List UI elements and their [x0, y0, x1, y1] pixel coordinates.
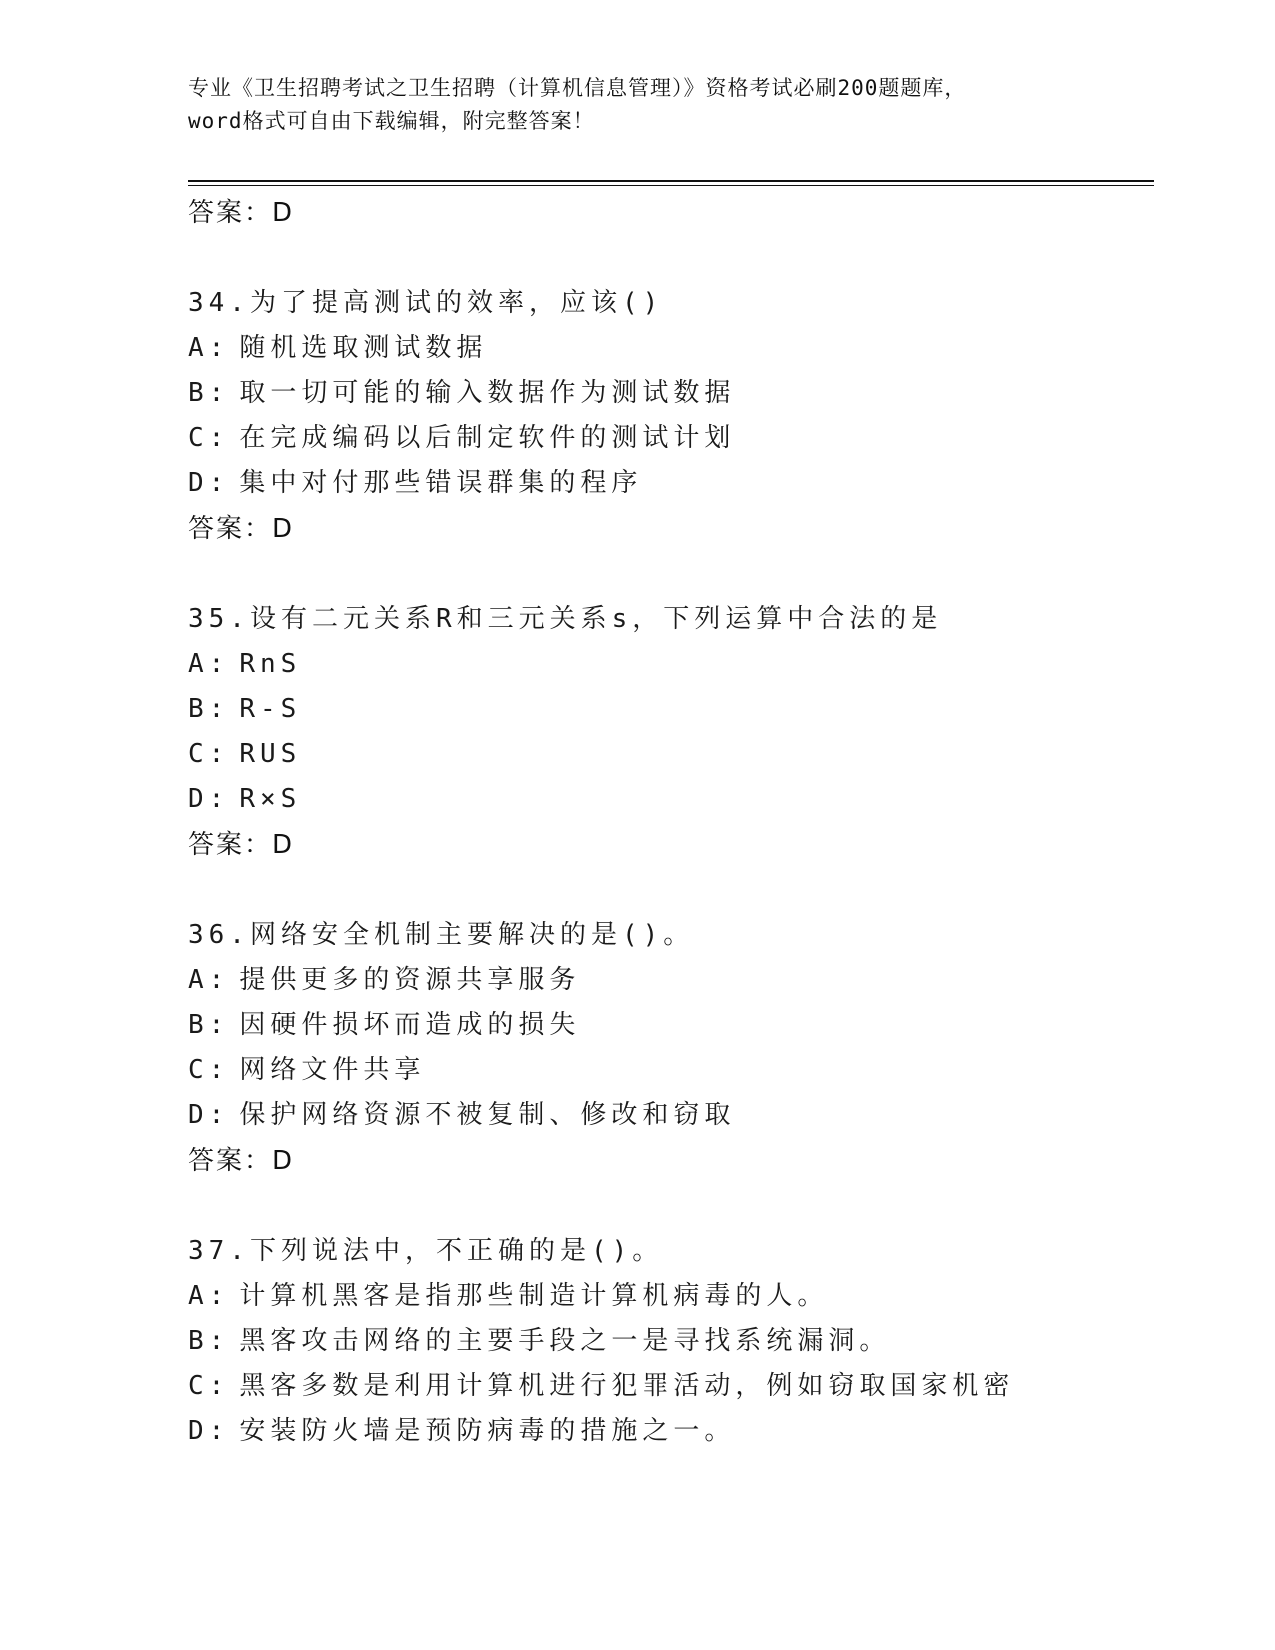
question-block-35	[188, 596, 1148, 868]
question-34-option-a	[188, 326, 1148, 371]
spacer	[188, 552, 1148, 596]
header-title-line-1: 专业《卫生招聘考试之卫生招聘（计算机信息管理）》资格考试必刷200题题库，	[188, 76, 967, 100]
header-divider-thin	[188, 185, 1154, 186]
option-label: D:	[188, 1416, 230, 1446]
spacer	[188, 1184, 1148, 1228]
question-35-option-c	[188, 732, 1148, 777]
question-37-option-a	[188, 1274, 1148, 1319]
question-36-text: 36.网络安全机制主要解决的是()。	[188, 920, 695, 950]
option-text: 提供更多的资源共享服务	[239, 965, 581, 995]
question-35-option-d	[188, 777, 1148, 822]
question-37-option-c	[188, 1364, 1148, 1409]
option-text: R×S	[239, 784, 302, 814]
option-label: D:	[188, 468, 230, 498]
option-label: A:	[188, 1281, 230, 1311]
option-label: B:	[188, 694, 230, 724]
question-35-text: 35.设有二元关系R和三元关系s，下列运算中合法的是	[188, 604, 943, 634]
option-text: 随机选取测试数据	[239, 333, 488, 363]
spacer	[188, 236, 1148, 280]
document-header	[188, 72, 1088, 138]
question-36-option-d	[188, 1093, 1148, 1138]
option-text: 集中对付那些错误群集的程序	[239, 468, 643, 498]
option-text: 计算机黑客是指那些制造计算机病毒的人。	[239, 1281, 829, 1311]
option-text: 取一切可能的输入数据作为测试数据	[239, 378, 736, 408]
question-35-option-b	[188, 687, 1148, 732]
option-label: B:	[188, 1326, 230, 1356]
question-36-answer: 答案：D	[188, 1146, 295, 1176]
question-36-option-c	[188, 1048, 1148, 1093]
answer-previous: 答案：D	[188, 198, 295, 228]
question-37-option-b	[188, 1319, 1148, 1364]
question-34-option-b	[188, 371, 1148, 416]
question-37-option-d	[188, 1409, 1148, 1454]
question-37-text: 37.下列说法中，不正确的是()。	[188, 1236, 664, 1266]
option-label: B:	[188, 378, 230, 408]
question-34-text: 34.为了提高测试的效率，应该()	[188, 288, 664, 318]
option-label: A:	[188, 649, 230, 679]
option-label: A:	[188, 333, 230, 363]
option-label: B:	[188, 1010, 230, 1040]
question-list	[188, 190, 1148, 1454]
option-text: RUS	[239, 739, 302, 769]
option-text: 保护网络资源不被复制、修改和窃取	[239, 1100, 736, 1130]
option-text: RnS	[239, 649, 302, 679]
option-text: 黑客多数是利用计算机进行犯罪活动，例如窃取国家机密	[239, 1371, 1015, 1401]
question-36-option-b	[188, 1003, 1148, 1048]
question-36-option-a	[188, 958, 1148, 1003]
question-35-answer: 答案：D	[188, 830, 295, 860]
spacer	[188, 868, 1148, 912]
option-label: C:	[188, 739, 230, 769]
question-35-option-a	[188, 642, 1148, 687]
question-block-37	[188, 1228, 1148, 1454]
question-block-34	[188, 280, 1148, 552]
option-label: C:	[188, 423, 230, 453]
question-block-36	[188, 912, 1148, 1184]
header-divider	[188, 180, 1154, 182]
option-label: A:	[188, 965, 230, 995]
header-title-line-2: word格式可自由下载编辑，附完整答案！	[188, 109, 595, 133]
option-label: D:	[188, 1100, 230, 1130]
question-34-answer: 答案：D	[188, 514, 295, 544]
option-label: C:	[188, 1371, 230, 1401]
option-text: 安装防火墙是预防病毒的措施之一。	[239, 1416, 736, 1446]
option-label: C:	[188, 1055, 230, 1085]
option-text: 因硬件损坏而造成的损失	[239, 1010, 581, 1040]
question-34-option-c	[188, 416, 1148, 461]
option-text: 网络文件共享	[239, 1055, 426, 1085]
option-text: R-S	[239, 694, 302, 724]
option-text: 黑客攻击网络的主要手段之一是寻找系统漏洞。	[239, 1326, 891, 1356]
option-label: D:	[188, 784, 230, 814]
question-34-option-d	[188, 461, 1148, 506]
option-text: 在完成编码以后制定软件的测试计划	[239, 423, 736, 453]
